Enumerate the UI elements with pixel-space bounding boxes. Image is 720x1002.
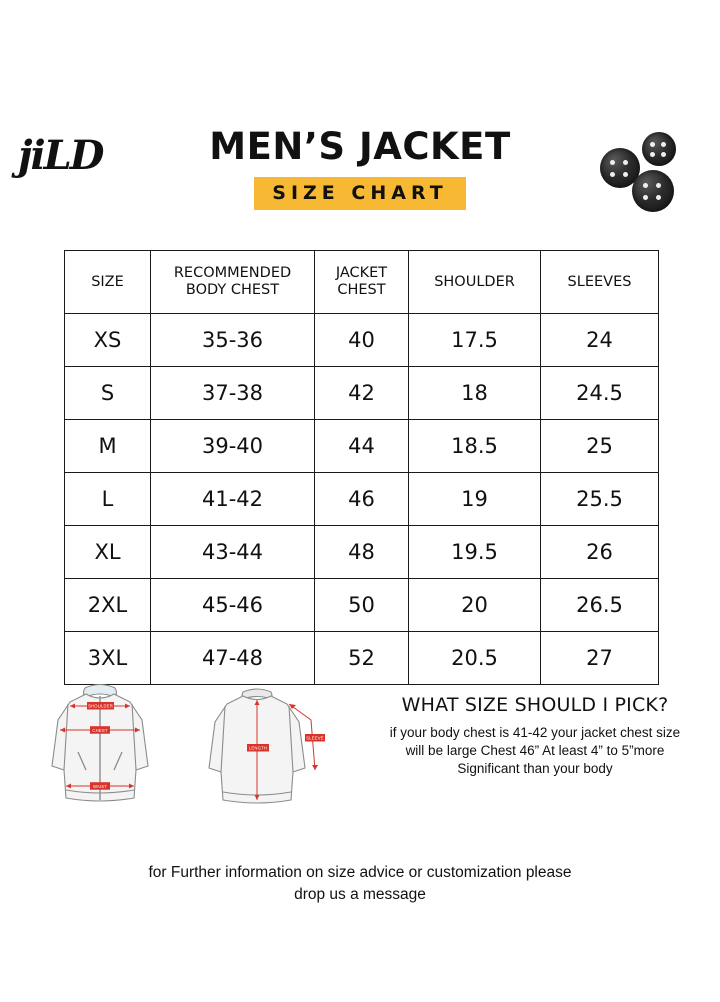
table-row (65, 420, 659, 473)
cell-size: 3XL (65, 632, 151, 685)
cell-size: L (65, 473, 151, 526)
footer-line-2: drop us a message (294, 885, 426, 903)
cell-jacket-chest: 52 (315, 632, 409, 685)
jacket-front-diagram (30, 674, 170, 814)
cell-sleeves: 25.5 (541, 473, 659, 526)
cell-jacket-chest: 44 (315, 420, 409, 473)
cell-jacket-chest: 48 (315, 526, 409, 579)
cell-body-chest: 35-36 (151, 314, 315, 367)
cell-body-chest: 47-48 (151, 632, 315, 685)
cell-body-chest: 41-42 (151, 473, 315, 526)
table-row (65, 579, 659, 632)
chest-label: CHEST (92, 727, 108, 733)
header (0, 118, 720, 238)
waist-label: WAIST (92, 783, 108, 789)
measurement-guide (0, 672, 720, 872)
advice-block (360, 694, 710, 779)
button-icon (642, 132, 676, 166)
column-header-sleeves: SLEEVES (541, 251, 659, 314)
cell-jacket-chest: 40 (315, 314, 409, 367)
table-header (65, 251, 659, 314)
footer-line-1: for Further information on size advice or customization please (148, 864, 572, 881)
cell-shoulder: 19.5 (409, 526, 541, 579)
title-block (160, 125, 560, 210)
table-row (65, 367, 659, 420)
cell-shoulder: 18.5 (409, 420, 541, 473)
cell-sleeves: 24 (541, 314, 659, 367)
sleeve-label: SLEEVE (306, 735, 324, 741)
table-row (65, 473, 659, 526)
cell-sleeves: 27 (541, 632, 659, 685)
table-row (65, 526, 659, 579)
cell-jacket-chest: 42 (315, 367, 409, 420)
cell-body-chest: 45-46 (151, 579, 315, 632)
cell-jacket-chest: 46 (315, 473, 409, 526)
jacket-back-diagram (185, 674, 345, 814)
advice-line-1: if your body chest is 41-42 your jacket chest size (389, 725, 681, 740)
cell-body-chest: 43-44 (151, 526, 315, 579)
shoulder-label: SHOULDER (88, 703, 113, 709)
length-label: LENGTH (248, 745, 268, 751)
brand-logo: jiLD (18, 132, 103, 179)
page-subtitle: SIZE CHART (272, 181, 448, 204)
size-chart-table (64, 250, 659, 685)
cell-size: XL (65, 526, 151, 579)
button-icon (632, 170, 674, 212)
table-header-row (65, 251, 659, 314)
cell-sleeves: 25 (541, 420, 659, 473)
cell-jacket-chest: 50 (315, 579, 409, 632)
cell-shoulder: 17.5 (409, 314, 541, 367)
advice-text (360, 724, 710, 779)
table-body (65, 314, 659, 685)
column-header-size: SIZE (65, 251, 151, 314)
footer-note (0, 862, 720, 905)
subtitle-banner (254, 177, 465, 210)
column-header-recommended-body-chest: RECOMMENDED BODY CHEST (151, 251, 315, 314)
column-header-jacket-chest: JACKET CHEST (315, 251, 409, 314)
advice-line-2: will be large Chest 46” At least 4” to 5”more (405, 743, 665, 759)
page-title: MEN’S JACKET (209, 125, 511, 168)
advice-title: WHAT SIZE SHOULD I PICK? (401, 694, 669, 716)
column-header-shoulder: SHOULDER (409, 251, 541, 314)
table-row (65, 314, 659, 367)
cell-shoulder: 20.5 (409, 632, 541, 685)
cell-size: 2XL (65, 579, 151, 632)
cell-body-chest: 37-38 (151, 367, 315, 420)
cell-shoulder: 18 (409, 367, 541, 420)
cell-sleeves: 26 (541, 526, 659, 579)
cell-sleeves: 24.5 (541, 367, 659, 420)
cell-sleeves: 26.5 (541, 579, 659, 632)
cell-shoulder: 20 (409, 579, 541, 632)
cell-shoulder: 19 (409, 473, 541, 526)
cell-size: XS (65, 314, 151, 367)
cell-body-chest: 39-40 (151, 420, 315, 473)
jacket-buttons-decoration (598, 130, 708, 220)
cell-size: M (65, 420, 151, 473)
cell-size: S (65, 367, 151, 420)
advice-line-3: Significant than your body (457, 761, 613, 777)
